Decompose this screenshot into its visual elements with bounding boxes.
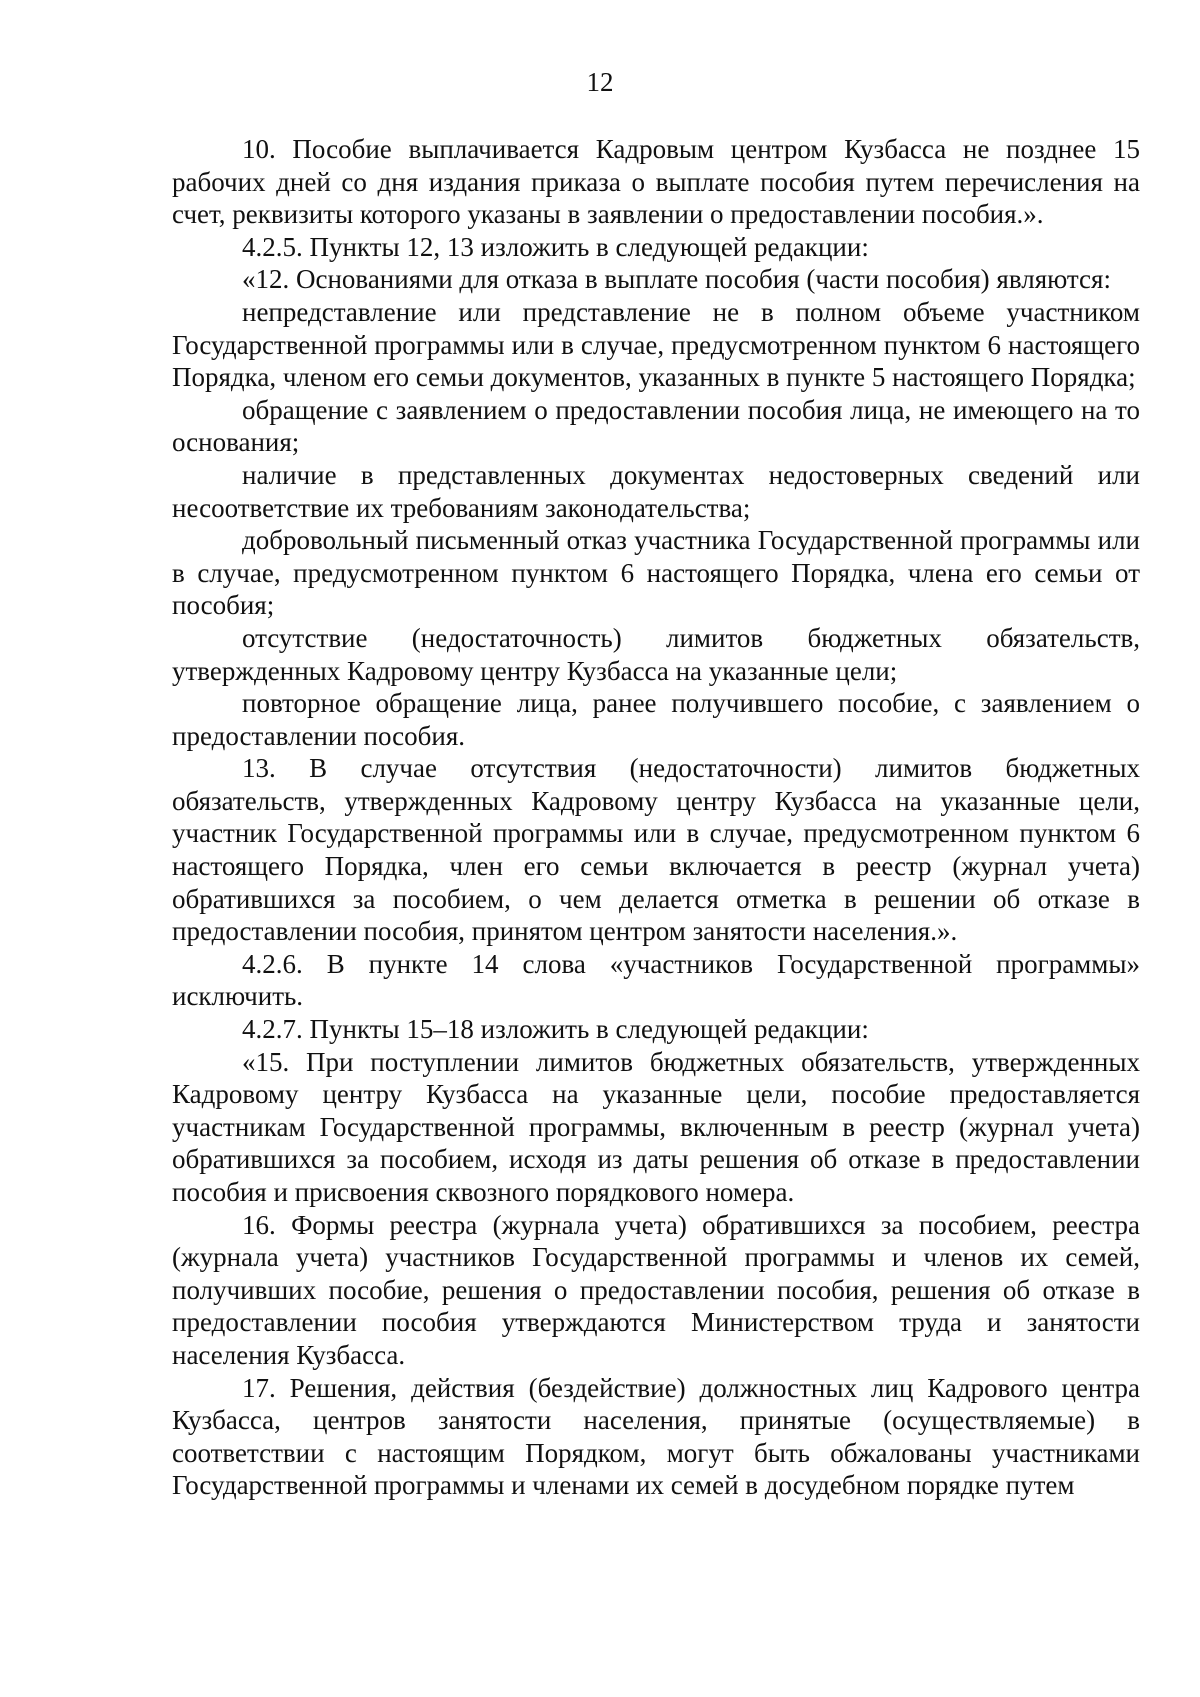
paragraph-13: 13. В случае отсутствия (недостаточности) лимитов бюджетных обязательств, утвержденных Кадровому центру Кузбасса на указанные цели, участник Государственной программы или в случае, предусмотренном пунктом 6 настоящего Порядка, член его семьи включается в реестр (журнал учета) обратившихся за пособием, о чем делается отметка в решении об отказе в предоставлении пособия, принятом центром занятости населения.». [172, 753, 1140, 947]
paragraph-12-item-3: наличие в представленных документах недостоверных сведений или несоответствие их требованиям законодательства; [172, 459, 1140, 523]
paragraph-17: 17. Решения, действия (бездействие) должностных лиц Кадрового центра Кузбасса, центров занятости населения, принятые (осуществляемые) в соответствии с настоящим Порядком, могут быть обжалованы участниками Государственной программы и членами их семей в досудебном порядке путем [172, 1372, 1140, 1501]
paragraph-4-2-7: 4.2.7. Пункты 15–18 изложить в следующей редакции: [242, 1014, 869, 1045]
paragraph-12-item-6: повторное обращение лица, ранее получившего пособие, с заявлением о предоставлении пособия. [172, 688, 1140, 751]
paragraph-16: 16. Формы реестра (журнала учета) обратившихся за пособием, реестра (журнала учета) участников Государственной программы и членов их семей, получивших пособие, решения о предоставлении пособия, решения об отказе в предоставлении пособия утверждаются Министерством труда и занятости населения Кузбасса. [172, 1209, 1140, 1370]
paragraph-12: «12. Основаниями для отказа в выплате пособия (части пособия) являются: [242, 264, 1111, 295]
paragraph-12-item-2: обращение с заявлением о предоставлении пособия лица, не имеющего на то основания; [172, 394, 1140, 458]
paragraph-12-item-4: добровольный письменный отказ участника Государственной программы или в случае, предусмотренном пунктом 6 настоящего Порядка, члена его семьи от пособия; [172, 525, 1140, 621]
paragraph-12-item-5: отсутствие (недостаточность) лимитов бюджетных обязательств, утвержденных Кадровому центру Кузбасса на указанные цели; [172, 622, 1140, 686]
paragraph-15: «15. При поступлении лимитов бюджетных обязательств, утвержденных Кадровому центру Кузбасса на указанные цели, пособие предоставляется участникам Государственной программы, включенным в реестр (журнал учета) обратившихся за пособием, исходя из даты решения об отказе в предоставлении пособия и присвоения сквозного порядкового номера. [172, 1046, 1140, 1207]
paragraph-10: 10. Пособие выплачивается Кадровым центром Кузбасса не позднее 15 рабочих дней со дня издания приказа о выплате пособия путем перечисления на счет, реквизиты которого указаны в заявлении о предоставлении пособия.». [172, 134, 1140, 230]
paragraph-4-2-6: 4.2.6. В пункте 14 слова «участников Государственной программы» исключить. [172, 948, 1140, 1012]
paragraph-4-2-5: 4.2.5. Пункты 12, 13 изложить в следующей редакции: [242, 231, 869, 262]
page-number: 12 [586, 67, 614, 97]
paragraph-12-item-1: непредставление или представление не в полном объеме участником Государственной программы или в случае, предусмотренном пунктом 6 настоящего Порядка, членом его семьи документов, указанных в пункте 5 настоящего Порядка; [172, 296, 1140, 393]
document-body [172, 133, 1140, 1502]
